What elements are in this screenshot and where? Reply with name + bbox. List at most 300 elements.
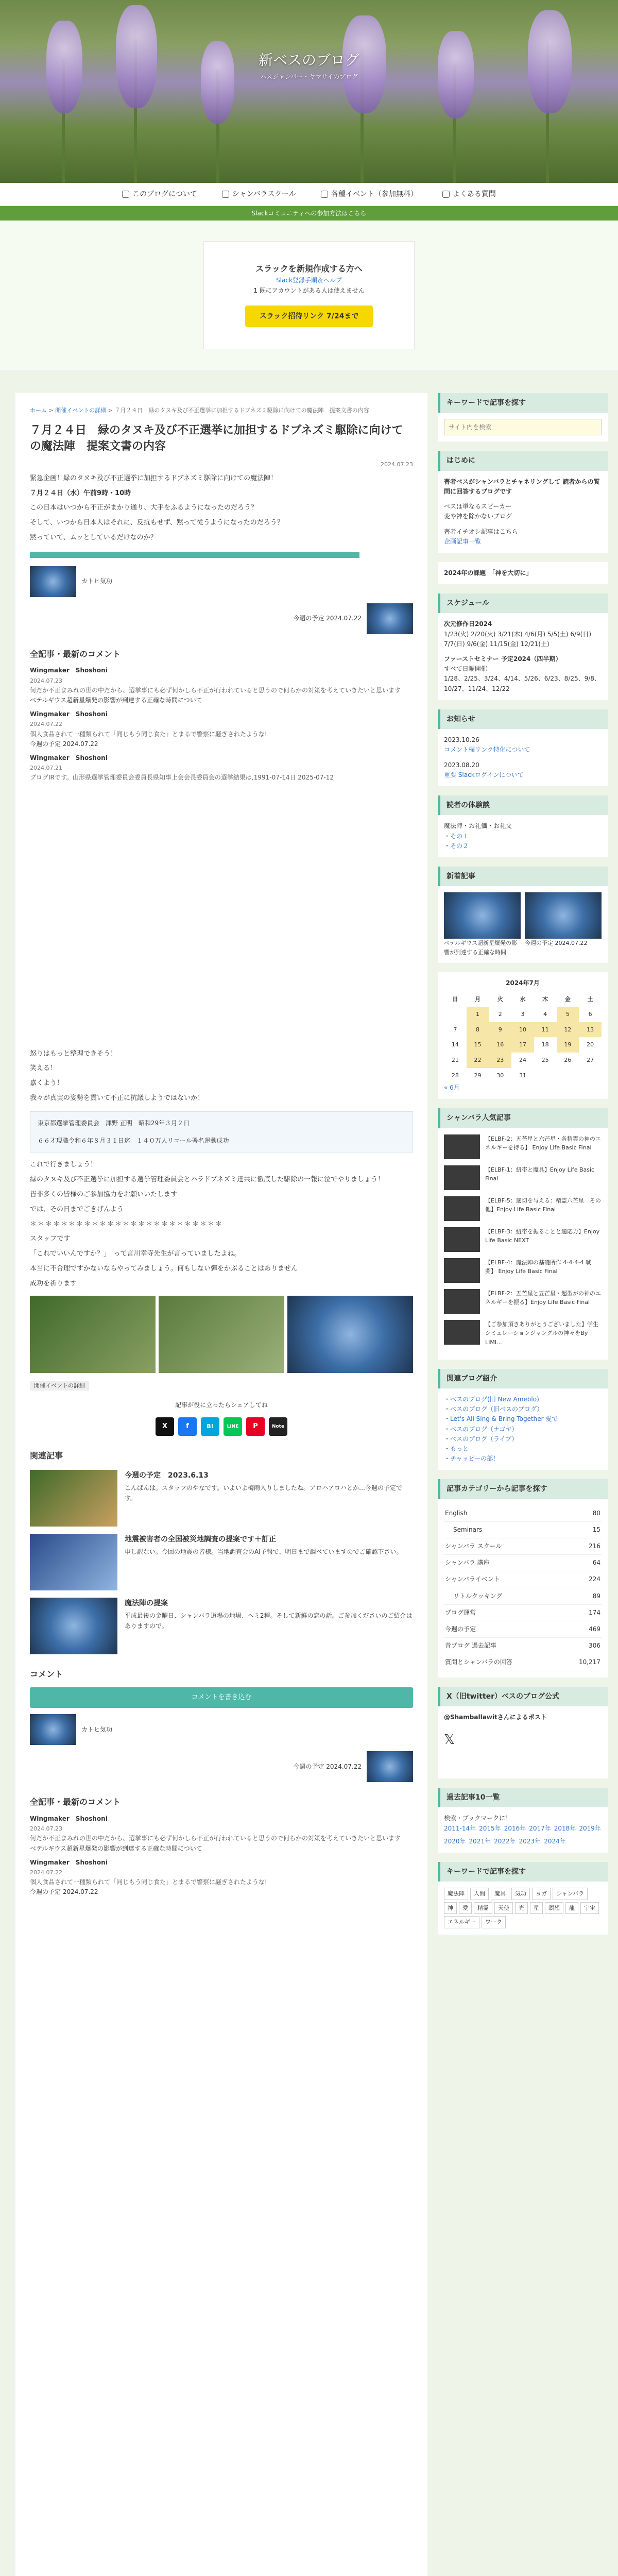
- related-excerpt: こんばんは。スタッフのやなです。いよいよ梅雨入りしましたね。アロハアロハとか…今週の予定です。: [125, 1484, 403, 1502]
- related-excerpt: 平成最後の金曜日、シャンバラ道場の地場、ヘミ2種。そして新鮮の恋の話。ご参加くださいのご紹介はありますので。: [125, 1612, 413, 1630]
- category-row[interactable]: [444, 1555, 602, 1571]
- calendar-day: [579, 1068, 602, 1083]
- x-logo-icon: 𝕏: [444, 1732, 455, 1748]
- category-row[interactable]: [444, 1654, 602, 1671]
- comment-post-link[interactable]: ベテルギウス超新星爆発の影響が到達する正確な時間について: [30, 697, 202, 704]
- body-a4: 我々が真実の姿勢を貫いて不正に抗議しようではないか！: [30, 1094, 204, 1102]
- comment-text: 個人食品されて一種類られて「同じもう同じ食た」とまるで警察に騒ぎされたような!: [30, 730, 267, 738]
- body-b5: スタッフです: [30, 1235, 71, 1243]
- calendar-weekday: 月: [475, 995, 481, 1003]
- keyword-tag[interactable]: ヨガ: [532, 1888, 551, 1900]
- info-card-line-2: ６６才現職令和６年８月３１日迄 １４０万人リコール署名運動成功: [38, 1137, 229, 1145]
- promo-help-link[interactable]: Slack登録手順＆ヘルプ: [276, 276, 342, 284]
- body-b3: 皆非多くの皆様のご参加協力をお願いいたします: [30, 1191, 178, 1199]
- calendar-weekday: 土: [587, 995, 593, 1003]
- comment-author: Wingmaker Shoshoni: [30, 1858, 108, 1866]
- schedule-title: 次元修作日2024: [444, 620, 492, 628]
- calendar-day[interactable]: 19: [557, 1037, 579, 1053]
- intro-item: ベスは単なるスピーカー: [444, 503, 512, 511]
- author-box[interactable]: [30, 566, 413, 597]
- post-title: ７月２４日 緑のタヌキ及び不正選挙に加担するドブネズミ駆除に向けての魔法陣 提案文書の内容: [30, 423, 403, 453]
- post-text-1: この日本はいつから不正がまかり通り、大手をふるようになったのだろう？: [30, 504, 258, 512]
- keyword-tag[interactable]: 天使: [494, 1902, 513, 1914]
- keyword-tag[interactable]: エネルギー: [444, 1916, 479, 1928]
- related-excerpt: 申し訳ない。今回の地震の皆様。当地調査会のAI予報で、明日まで調べていますのでご確認下さい。: [125, 1548, 403, 1556]
- related-blog-link[interactable]: もっと: [450, 1445, 469, 1452]
- ranking-item[interactable]: [444, 1258, 602, 1283]
- crumb-home[interactable]: ホーム: [30, 407, 47, 414]
- question-icon: [442, 191, 450, 198]
- calendar-day[interactable]: 29: [474, 1072, 482, 1079]
- ranking-thumb: [444, 1196, 480, 1221]
- comment-post-link[interactable]: ベテルギウス超新星爆発の影響が到達する正確な時間について: [30, 1844, 202, 1852]
- comment-item: [30, 1858, 413, 1897]
- news-link[interactable]: 重要 Slackログインについて: [444, 771, 524, 778]
- category-count: 10,217: [579, 1658, 600, 1666]
- comment-date: 2024.07.21: [30, 765, 62, 772]
- widget-archive: [438, 1788, 608, 1853]
- category-name: シャンバラ 講座: [445, 1559, 490, 1567]
- widget-title: X（旧twitter）ベスのブログ公式: [438, 1687, 608, 1706]
- new-post-thumb: [444, 892, 521, 939]
- sidebar: [438, 393, 608, 1944]
- related-thumb: [30, 1534, 117, 1590]
- new-post-item[interactable]: [525, 892, 602, 957]
- comment-date: 2024.07.23: [30, 1825, 62, 1833]
- calendar-day[interactable]: 27: [587, 1057, 594, 1064]
- widget-title: キーワードで記事を探す: [438, 1862, 608, 1882]
- calendar-day[interactable]: 14: [451, 1041, 459, 1048]
- new-post-item[interactable]: [444, 892, 521, 957]
- calendar-day[interactable]: 31: [519, 1072, 526, 1079]
- category-row[interactable]: [444, 1605, 602, 1621]
- category-name: 質問とシャンバラの回答: [445, 1658, 512, 1666]
- keyword-tag[interactable]: 魔具: [491, 1888, 509, 1900]
- widget-title: 関連ブログ紹介: [438, 1369, 608, 1388]
- category-name: リトルクッキング: [453, 1592, 503, 1600]
- body-b8: 成功を祈ります: [30, 1279, 77, 1287]
- calendar-day: [534, 1068, 557, 1083]
- schedule-dates: 1/23(火) 2/20(火) 3/21(木) 4/6(月) 5/5(土) 6/9(日) 7/7(日) 9/6(金) 11/15(金) 12/21(土): [444, 630, 592, 648]
- category-count: 216: [589, 1543, 600, 1550]
- category-name: シャンバラ スクール: [445, 1543, 502, 1550]
- comment-date: 2024.07.23: [30, 677, 62, 684]
- calendar-weekday: 火: [497, 995, 503, 1003]
- widget-calendar: [438, 972, 608, 1099]
- widget-schedule: [438, 594, 608, 700]
- category-row[interactable]: [444, 1538, 602, 1555]
- post-text-3: 黙っていて、ムッとしているだけなのか？: [30, 534, 157, 542]
- archive-year-link[interactable]: 2024年: [544, 1837, 566, 1845]
- calendar-day[interactable]: 23: [489, 1053, 511, 1068]
- calendar-day: [444, 1007, 467, 1022]
- widget-title: シャンバラ人気記事: [438, 1108, 608, 1128]
- widget-title: はじめに: [438, 451, 608, 470]
- calendar-day[interactable]: 28: [451, 1072, 459, 1079]
- comment-author: Wingmaker Shoshoni: [30, 1815, 108, 1823]
- calendar-day[interactable]: 16: [489, 1037, 511, 1053]
- widget-experience: 読者の体験談 魔法陣・お礼価・お礼文 ・その１ ・その２: [438, 795, 608, 857]
- widget-ranking: [438, 1108, 608, 1359]
- author-name: カトヒ気功: [81, 578, 113, 585]
- share-label: 記事が役に立ったらシェアしてね: [175, 1401, 268, 1409]
- widget-new-posts: [438, 867, 608, 963]
- breadcrumb: ホーム > 開催イベントの詳細 > ７月２４日 緑のタヌキ及び不正選挙に加担するドブネズミ駆除に向けての魔法陣 提案文書の内容: [30, 407, 369, 414]
- related-thumb: [30, 1470, 117, 1527]
- category-row[interactable]: [444, 1522, 602, 1538]
- calendar-day[interactable]: 6: [588, 1011, 592, 1018]
- keyword-tag[interactable]: 愛: [459, 1902, 472, 1914]
- post-tag[interactable]: 開催イベントの詳細: [30, 1381, 413, 1391]
- comment-date: 2024.07.22: [30, 1869, 62, 1876]
- calendar-day[interactable]: 24: [519, 1057, 526, 1064]
- calendar-day[interactable]: 8: [467, 1022, 489, 1038]
- author-image: [30, 1714, 76, 1745]
- experience-link[interactable]: その１: [450, 832, 469, 840]
- notice-bar[interactable]: Slackコミュニティへの参加方法はこちら: [0, 206, 618, 221]
- calendar-day[interactable]: 1: [467, 1007, 489, 1022]
- body-a3: 嘉くよう！: [30, 1079, 64, 1088]
- related-item[interactable]: [30, 1534, 413, 1590]
- calendar-day[interactable]: 13: [579, 1022, 602, 1038]
- school-icon: [222, 191, 229, 198]
- ranking-title: 【ELBF-3：紐帯を振ることと適応力】Enjoy Life Basic NEXT: [485, 1228, 600, 1244]
- calendar-day[interactable]: 5: [557, 1007, 579, 1022]
- related-blog-link[interactable]: ベスのブログ（ライブ）: [450, 1435, 518, 1443]
- body-b2: 緑のタヌキ及び不正選挙に加担する選挙管理委員会とハラドブネズミ達共に徹底した駆除の一報に泣でやりましょう！: [30, 1176, 385, 1184]
- ranking-thumb: [444, 1289, 480, 1314]
- ranking-item[interactable]: [444, 1227, 602, 1252]
- widget-intro: [438, 451, 608, 553]
- category-count: 64: [592, 1559, 600, 1567]
- body-b6: 「これでいいんですか？」 って言川幸寺先生が言っていましたよね。: [30, 1250, 241, 1258]
- calendar-day[interactable]: 4: [543, 1011, 547, 1018]
- comments-heading-bottom: 全記事・最新のコメント: [30, 1797, 121, 1807]
- related-title: 地震被害者の全国被災地調査の提案です＋訂正: [125, 1535, 276, 1544]
- post-image[interactable]: [287, 1296, 413, 1373]
- info-icon: [122, 191, 129, 198]
- related-heading: 関連記事: [30, 1451, 63, 1461]
- archive-year-link[interactable]: 2020年: [444, 1837, 466, 1845]
- keyword-tag[interactable]: 人間: [470, 1888, 489, 1900]
- site-tagline: バスジャンパー・ヤマサイのブログ: [260, 73, 358, 80]
- info-card: [30, 1111, 413, 1153]
- calendar-day[interactable]: 12: [557, 1022, 579, 1038]
- keyword-tag[interactable]: シャンバラ: [553, 1888, 588, 1900]
- category-name: 今週の予定: [445, 1625, 476, 1633]
- ranking-thumb: [444, 1134, 480, 1159]
- main-article: [15, 393, 427, 2576]
- share-hatena-button[interactable]: B!: [201, 1417, 219, 1436]
- comment-text: 個人食品されて一種類られて「同じもう同じ食た」とまるで警察に騒ぎされたような!: [30, 1878, 267, 1886]
- intro-item: 変や神を除かないブログ: [444, 513, 512, 520]
- comment-form-heading: コメント: [30, 1669, 63, 1680]
- nav-item-school[interactable]: シャンバラスクール: [222, 189, 296, 200]
- keyword-tag[interactable]: ワーク: [482, 1916, 506, 1928]
- seminar-dates: 1/28、2/25、3/24、4/14、5/26、6/23、8/25、9/8、10/27、11/24、12/22: [444, 675, 600, 692]
- keyword-tag[interactable]: 魔法陣: [444, 1888, 468, 1900]
- comment-author: Wingmaker Shoshoni: [30, 710, 108, 718]
- ranking-item[interactable]: [444, 1289, 602, 1314]
- ranking-title: 【ELBF-4：魔法陣の基礎所作 4-4-4-4 戦闘】 Enjoy Life Basic Final: [485, 1259, 591, 1275]
- ranking-thumb: [444, 1258, 480, 1283]
- ranking-item[interactable]: [444, 1320, 602, 1347]
- widget-title: キーワードで記事を探す: [438, 393, 608, 413]
- widget-twitter: [438, 1687, 608, 1778]
- widget-title: 過去記事10一覧: [438, 1788, 608, 1807]
- keyword-tag[interactable]: 光: [515, 1902, 528, 1914]
- widget-tags: [438, 1862, 608, 1935]
- calendar-day[interactable]: 21: [451, 1057, 459, 1064]
- ranking-thumb: [444, 1227, 480, 1252]
- post-date: 2024.07.23: [381, 461, 413, 468]
- calendar-day[interactable]: 11: [534, 1022, 557, 1038]
- site-title[interactable]: 新ベスのブログ: [258, 52, 359, 69]
- calendar-day: [557, 1068, 579, 1083]
- comment-item: [30, 666, 413, 705]
- ranking-item[interactable]: [444, 1134, 602, 1159]
- category-row[interactable]: [444, 1505, 602, 1522]
- global-nav: [0, 183, 618, 206]
- post-image-row: [30, 1296, 413, 1373]
- next-schedule-image: [367, 603, 413, 634]
- calendar-day[interactable]: 7: [453, 1026, 457, 1033]
- ranking-thumb: [444, 1320, 480, 1345]
- nav-item-events[interactable]: 各種イベント（参加無料）: [321, 189, 418, 200]
- keyword-tag[interactable]: 龍: [565, 1902, 578, 1914]
- nav-item-about[interactable]: このブログについて: [122, 189, 197, 200]
- ranking-title: 【ELBF-1：紐帯と魔具】Enjoy Life Basic Final: [485, 1166, 595, 1182]
- ranking-title: 【ELBF-2：五芒星と六芒星・各精霊の神のエネルギーを持る】 Enjoy Life Basic Final: [485, 1135, 601, 1151]
- related-thumb: [30, 1598, 117, 1654]
- blank-area: [30, 787, 413, 1045]
- comment-item: [30, 753, 413, 783]
- widget-title: 記事カテゴリーから記事を探す: [438, 1479, 608, 1499]
- comments-heading: 全記事・最新のコメント: [30, 649, 121, 659]
- slack-invite-button[interactable]: スラック招待リンク 7/24まで: [245, 306, 373, 327]
- archive-year-link[interactable]: 2021年: [469, 1837, 491, 1845]
- intro-link[interactable]: 企画記事一覧: [444, 537, 482, 545]
- header-hero: [0, 0, 618, 183]
- calendar-day[interactable]: 30: [496, 1072, 504, 1079]
- widget-news: [438, 709, 608, 786]
- calendar-title: 2024年7月: [506, 979, 540, 987]
- category-count: 15: [592, 1526, 600, 1533]
- keyword-tag[interactable]: 神: [444, 1902, 457, 1914]
- body-a1: 怒りはもっと整理できそう！: [30, 1049, 117, 1058]
- calendar-icon: [321, 191, 328, 198]
- comment-text: ブログIRです。山形県選挙管理委員会委員長県知事上会会長委員会の選挙結果は,1991-07-14日 2025-07-12: [30, 774, 334, 782]
- post-image[interactable]: [159, 1296, 284, 1373]
- post-text-2: そして、いつから日本人はそれに、反抗もせず、黙って従うようになったのだろう？: [30, 519, 284, 527]
- author-image: [30, 566, 76, 597]
- category-row[interactable]: [444, 1588, 602, 1605]
- comment-author: Wingmaker Shoshoni: [30, 667, 108, 674]
- calendar-day[interactable]: 20: [587, 1041, 594, 1048]
- category-name: シャンバライベント: [445, 1575, 500, 1583]
- experience-link[interactable]: その２: [450, 842, 469, 850]
- related-blog-link[interactable]: ベスのブログ(旧 New Ameblo): [450, 1395, 539, 1403]
- post-lead: 緊急企画！緑のタヌキ及び不正選挙に加担するドブネズミ駆除に向けての魔法陣！: [30, 474, 278, 482]
- author-box-bottom[interactable]: [30, 1714, 413, 1745]
- author-name: カトヒ気功: [81, 1725, 113, 1733]
- related-blog-link[interactable]: ベスのブログ（ナゴヤ）: [450, 1425, 518, 1433]
- write-comment-button[interactable]: コメントを書き込む: [30, 1687, 413, 1708]
- ranking-title: 【ELBF-5：適切を与える：精霊六芒星 その他】Enjoy Life Basic Final: [485, 1197, 601, 1213]
- site-search-input[interactable]: [444, 419, 602, 435]
- related-title: 魔法陣の提案: [125, 1599, 168, 1608]
- seminar-title: ファーストセミナー 予定2024（四半期）: [444, 655, 562, 663]
- archive-year-link[interactable]: 2016年: [504, 1824, 526, 1832]
- related-item[interactable]: [30, 1598, 413, 1654]
- calendar-day[interactable]: 3: [521, 1011, 525, 1018]
- archive-year-link[interactable]: 2015年: [479, 1824, 501, 1832]
- body-b1: これで行きましょう！: [30, 1161, 97, 1169]
- share-line-button[interactable]: LINE: [224, 1417, 242, 1436]
- body-b4: では、その日までごきげんよう: [30, 1205, 124, 1213]
- category-row[interactable]: [444, 1638, 602, 1654]
- body-b7: 本当に不合理ですかないならやってみましょう。何もしない彈をかぶることはありません: [30, 1265, 298, 1273]
- ranking-title: 【ELBF-2：五芒星と五芒星・超型がの神のエネルギーを振る】Enjoy Life Basic Final: [485, 1290, 601, 1306]
- twitter-embed-title[interactable]: @Shamballawitさんによるポスト: [444, 1713, 547, 1721]
- category-count: 80: [592, 1509, 600, 1517]
- next-schedule-bottom[interactable]: [30, 1751, 413, 1782]
- news-link[interactable]: コメント欄リンク特化について: [444, 746, 530, 754]
- widget-categories: [438, 1479, 608, 1677]
- category-count: 174: [589, 1608, 600, 1616]
- category-name: 昔ブログ 過去記事: [445, 1642, 496, 1650]
- archive-year-link[interactable]: 2018年: [554, 1824, 576, 1832]
- comment-item: [30, 709, 413, 749]
- category-row[interactable]: [444, 1621, 602, 1638]
- related-blog-link[interactable]: ベスのブログ（旧ベスのブログ）: [450, 1405, 543, 1413]
- info-card-line-1: 東京都選挙管理委員会 渾野 正明 昭和29年３月２日: [38, 1119, 190, 1127]
- calendar-day[interactable]: 18: [541, 1041, 549, 1048]
- calendar-weekday: 水: [520, 995, 526, 1003]
- seminar-note: すべて日曜開催: [444, 665, 487, 673]
- crumb-current: ７月２４日 緑のタヌキ及び不正選挙に加担するドブネズミ駆除に向けての魔法陣 提案文書の内容: [114, 407, 369, 414]
- widget-search: [438, 393, 608, 442]
- calendar-day[interactable]: 26: [564, 1057, 572, 1064]
- archive-year-link[interactable]: 2019年: [579, 1824, 601, 1832]
- intro-note: 著者イチオシ記事はこちら: [444, 528, 518, 535]
- ranking-thumb: [444, 1165, 480, 1190]
- yearly-theme: 2024年の課題 「神を大切に」: [444, 569, 533, 577]
- new-post-thumb: [525, 892, 602, 939]
- archive-year-link[interactable]: 2011-14年: [444, 1824, 476, 1832]
- calendar-weekday: 金: [564, 995, 571, 1003]
- category-name: English: [445, 1509, 468, 1517]
- calendar-day[interactable]: 2: [498, 1011, 502, 1018]
- calendar-table: [444, 992, 602, 1083]
- category-count: 224: [589, 1575, 600, 1583]
- category-count: 306: [589, 1642, 600, 1650]
- share-facebook-button[interactable]: f: [178, 1417, 197, 1436]
- widget-theme: [438, 562, 608, 584]
- new-post-title: 今週の予定 2024.07.22: [525, 940, 588, 947]
- widget-links: 関連ブログ紹介 ・ベスのブログ(旧 New Ameblo) ・ベスのブログ（旧ベスのブログ） ・Let's All Sing & Bring Together 愛で ・ベスのブログ（ナゴヤ） ・ベスのブログ（ライブ） ・もっと ・チャッピーの部！: [438, 1369, 608, 1470]
- ranking-item[interactable]: [444, 1196, 602, 1221]
- comment-post-link[interactable]: 今週の予定 2024.07.22: [30, 740, 98, 748]
- keyword-tag[interactable]: 瞑想: [545, 1902, 563, 1914]
- share-note-button[interactable]: Note: [269, 1417, 287, 1436]
- category-count: 469: [589, 1625, 600, 1633]
- comment-post-link[interactable]: 今週の予定 2024.07.22: [30, 1888, 98, 1896]
- calendar-day[interactable]: 22: [467, 1053, 489, 1068]
- related-blog-link[interactable]: Let's All Sing & Bring Together 愛で: [450, 1415, 558, 1423]
- category-row[interactable]: [444, 1571, 602, 1588]
- widget-title: お知らせ: [438, 709, 608, 729]
- body-a2: 笑える！: [30, 1064, 57, 1073]
- widget-title: 新着記事: [438, 867, 608, 886]
- calendar-day[interactable]: 9: [489, 1022, 511, 1038]
- keyword-tag[interactable]: 気功: [511, 1888, 530, 1900]
- post-image[interactable]: [30, 1296, 156, 1373]
- calendar-day[interactable]: 25: [541, 1057, 549, 1064]
- next-schedule-label: 今週の予定 2024.07.22: [293, 1762, 362, 1770]
- intro-text: 著者ベスがシャンバラとチャネリングして 読者からの質問に回答するブログです: [444, 478, 600, 495]
- keyword-tag[interactable]: 宇宙: [580, 1902, 599, 1914]
- next-schedule-label: 今週の予定 2024.07.22: [293, 615, 362, 622]
- share-pinterest-button[interactable]: P: [246, 1417, 265, 1436]
- comment-item: [30, 1814, 413, 1854]
- category-count: 89: [592, 1592, 600, 1600]
- promo-area: [0, 221, 618, 370]
- archive-year-link[interactable]: 2023年: [519, 1837, 541, 1845]
- slack-promo-box: [203, 241, 415, 349]
- comment-date: 2024.07.22: [30, 721, 62, 728]
- calendar-weekday: 木: [542, 995, 548, 1003]
- related-title: 今週の予定 2023.6.13: [125, 1471, 209, 1480]
- share-x-button[interactable]: X: [156, 1417, 174, 1436]
- calendar-weekday: 日: [452, 995, 458, 1003]
- news-date: 2023.08.20: [444, 761, 479, 769]
- widget-title: 読者の体験談: [438, 795, 608, 815]
- archive-year-link[interactable]: 2017年: [529, 1824, 551, 1832]
- calendar-day[interactable]: 15: [467, 1037, 489, 1053]
- divider-bar: [30, 552, 359, 558]
- comment-author: Wingmaker Shoshoni: [30, 754, 108, 761]
- category-name: Seminars: [453, 1526, 483, 1533]
- new-post-title: ベテルギウス超新星爆発の影響が到達する正確な時間: [444, 940, 518, 956]
- related-item[interactable]: [30, 1470, 413, 1527]
- promo-title: スラックを新規作成する方へ: [255, 264, 363, 274]
- ranking-title: 【ご参加頂きありがとうございました】学生シミュレーションジャングルの神々をBy LIMI...: [485, 1320, 598, 1346]
- experience-text: 魔法陣・お礼価・お礼文: [444, 822, 512, 830]
- keyword-tag[interactable]: 精霊: [474, 1902, 492, 1914]
- ranking-item[interactable]: [444, 1165, 602, 1190]
- next-schedule[interactable]: [30, 603, 413, 634]
- calendar-day[interactable]: 10: [511, 1022, 534, 1038]
- next-schedule-image: [367, 1751, 413, 1782]
- comment-text: 何だか不正まみれの世の中だから、選挙事にも必ず何かしら不正が行われていると思うので何らかの対策を考えていきたいと思います: [30, 686, 401, 694]
- body-stars: ＊＊＊＊＊＊＊＊＊＊＊＊＊＊＊＊＊＊＊＊＊＊＊＊＊: [30, 1220, 224, 1228]
- promo-note: 1 既にアカウントがある人は使えません: [253, 287, 365, 295]
- nav-item-faq[interactable]: よくある質問: [442, 189, 496, 200]
- widget-title: スケジュール: [438, 594, 608, 613]
- post-time: ７月２４日（水）午前9時・10時: [30, 489, 131, 497]
- comment-text: 何だか不正まみれの世の中だから、選挙事にも必ず何かしら不正が行われていると思うので何らかの対策を考えていきたいと思います: [30, 1835, 401, 1842]
- crumb-category[interactable]: 開催イベントの詳細: [55, 407, 107, 414]
- calendar-day[interactable]: 17: [511, 1037, 534, 1053]
- related-blog-link[interactable]: チャッピーの部！: [450, 1455, 500, 1463]
- archive-year-link[interactable]: 2022年: [494, 1837, 516, 1845]
- category-name: ブログ運営: [445, 1608, 476, 1616]
- news-date: 2023.10.26: [444, 736, 479, 744]
- archive-note: 検索・ブックマークに！: [444, 1815, 512, 1822]
- keyword-tag[interactable]: 星: [530, 1902, 543, 1914]
- calendar-prev-link[interactable]: « 6月: [444, 1084, 460, 1092]
